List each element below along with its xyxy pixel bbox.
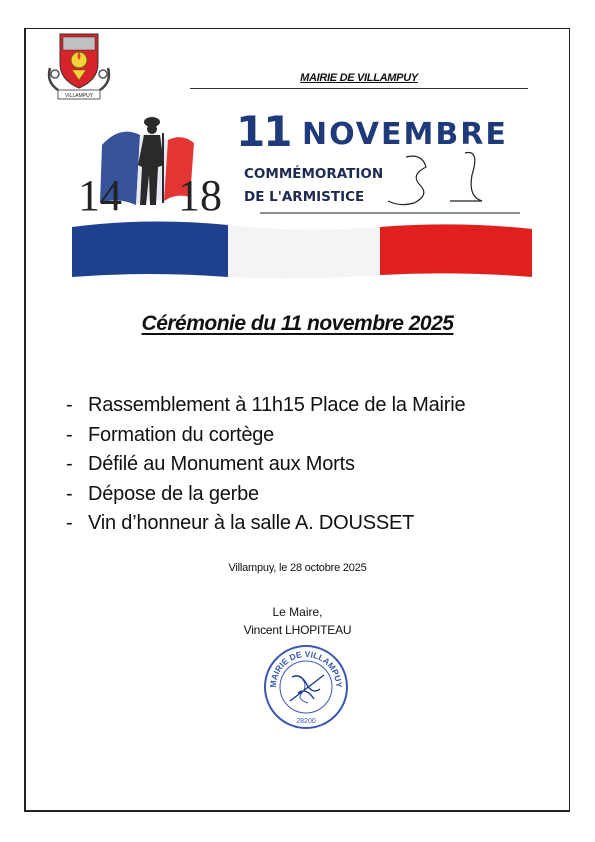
bullet-dash: - [66, 423, 73, 446]
banner-armistice: DE L'ARMISTICE [244, 189, 365, 205]
mayor-title: Le Maire, [272, 605, 323, 619]
program-list [66, 391, 465, 539]
banner-commemoration: COMMÉMORATION [244, 166, 384, 182]
program-item-text: Défilé au Monument aux Morts [88, 453, 355, 475]
program-item-text: Formation du cortège [88, 423, 275, 446]
program-item [66, 450, 465, 480]
place-date: Villampuy, le 28 octobre 2025 [228, 562, 367, 574]
mairie-header: MAIRIE DE VILLAMPUY [300, 72, 418, 84]
stamp-text: MAIRIE DE VILLAMPUY [267, 648, 345, 688]
mayor-name: Vincent LHOPITEAU [243, 623, 352, 637]
banner-year-start: 14 [78, 171, 122, 220]
town-crest-logo [44, 30, 114, 104]
program-item [66, 509, 465, 539]
program-item-text: Vin d’honneur à la salle A. DOUSSET [88, 512, 415, 534]
banner-month: NOVEMBRE [302, 117, 508, 152]
bullet-dash: - [66, 453, 73, 475]
header-rule [190, 88, 528, 89]
program-item-text: Rassemblement à 11h15 Place de la Mairie [88, 394, 466, 416]
bullet-dash: - [66, 512, 73, 534]
banner-day: 11 [236, 107, 291, 156]
program-item-text: Dépose de la gerbe [88, 482, 259, 505]
banner-year-end: 18 [178, 171, 222, 220]
program-item [66, 421, 465, 451]
program-item [66, 391, 465, 421]
program-item [66, 480, 465, 510]
crest-motto: VILLAMPUY [64, 93, 94, 99]
stamp-postcode: 28200 [296, 718, 316, 725]
official-stamp-seal [262, 643, 350, 731]
ceremony-title: Cérémonie du 11 novembre 2025 [141, 312, 454, 335]
bullet-dash: - [66, 482, 73, 505]
bullet-dash: - [66, 394, 73, 416]
